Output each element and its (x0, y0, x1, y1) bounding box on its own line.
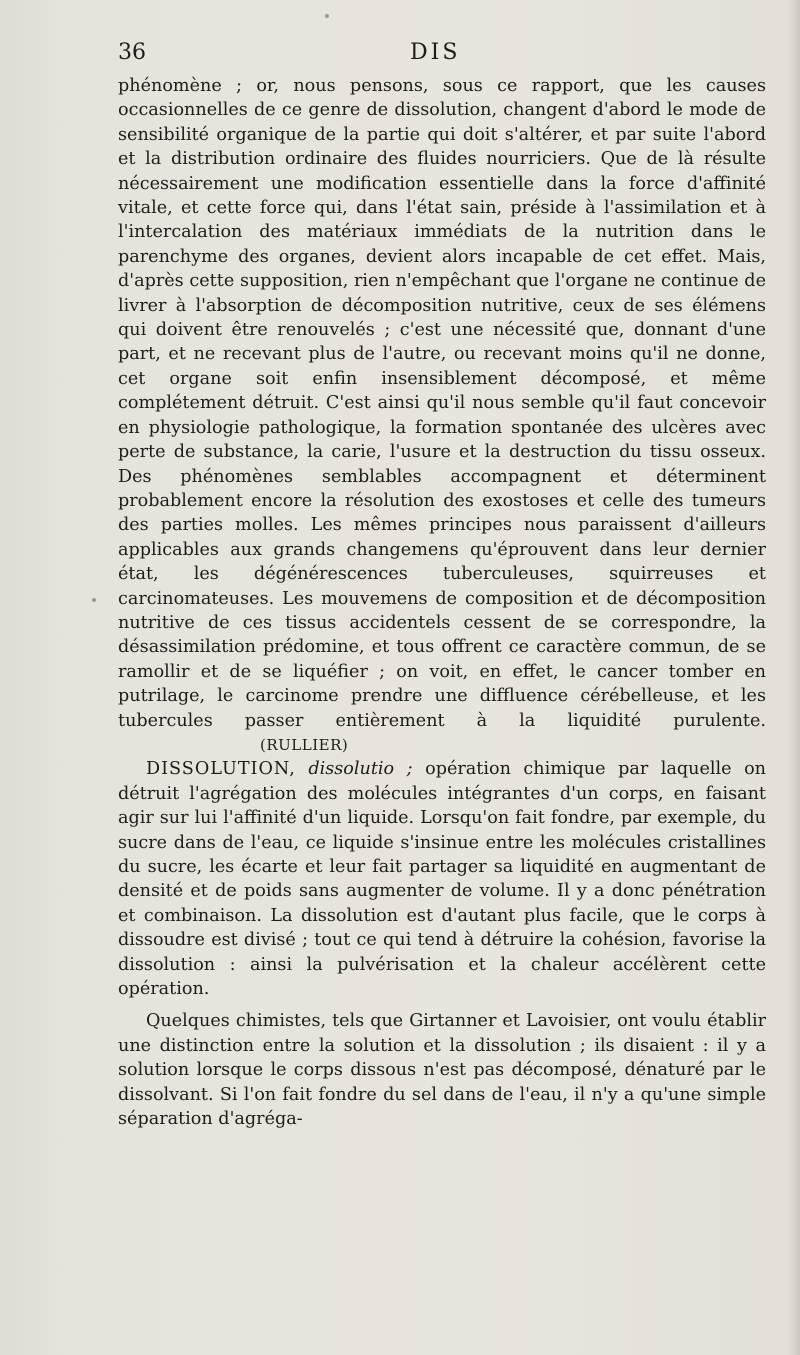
paragraph-1 (118, 74, 766, 757)
running-head: DIS (410, 40, 461, 65)
paragraph-1-text: phénomène ; or, nous pensons, sous ce rapport, que les causes occasionnelles de ce genre de dissolution, changent d'abord le mode de sensibilité organique de la partie qui doit s'altérer, et par suite l'abord et la distribution ordinaire des fluides nourriciers. Que de là résulte nécessairement une modification essentielle dans la force d'affinité vitale, et cette force qui, dans l'état sain, préside à l'assimilation et à l'intercalation des matériaux immédiats de la nutrition dans le parenchyme des organes, devient alors incapable de cet effet. Mais, d'après cette supposition, rien n'empêchant que l'organe ne continue de livrer à l'absorption de décomposition nutritive, ceux de ses élémens qui doivent être renouvelés ; c'est une nécessité que, donnant d'une part, et ne recevant plus de l'autre, ou recevant moins qu'il ne donne, cet organe soit enfin insensiblement décomposé, et même complétement détruit. C'est ainsi qu'il nous semble qu'il faut concevoir en physiologie pathologique, la formation spontanée des ulcères avec perte de substance, la carie, l'usure et la destruction du tissu osseux. Des phénomènes semblables accompagnent et déterminent probablement encore la résolution des exostoses et celle des tumeurs des parties molles. Les mêmes principes nous paraissent d'ailleurs applicables aux grands changemens qu'éprouvent dans leur dernier état, les dégénérescences tuberculeuses, squirreuses et carcinomateuses. Les mouvemens de composition et de décomposition nutritive de ces tissus accidentels cessent de se correspondre, la désassimilation prédomine, et tous offrent ce caractère commun, de se ramollir et de se liquéfier ; on voit, en effet, le cancer tomber en putrilage, le carcinome prendre une diffluence cérébelleuse, et les tubercules passer entièrement à la liquidité purulente. (118, 76, 766, 731)
author-signature: (RULLIER) (260, 735, 349, 754)
page-header (118, 40, 763, 70)
paragraph-3: Quelques chimistes, tels que Girtanner et Lavoisier, ont voulu établir une distinction entre la solution et la dissolution ; ils disaient : il y a solution lorsque le corps dissous n'est pas décomposé, dénaturé par le dissolvant. Si l'on fait fondre du sel dans de l'eau, il n'y a qu'une simple séparation d'agréga- (118, 1011, 766, 1130)
entry-latin-term: dissolutio ; (308, 759, 413, 780)
entry-definition: opération chimique par laquelle on détruit l'agrégation des molécules intégrantes d'un corps, en faisant agir sur lui l'affinité d'un liquide. Lorsqu'on fait fondre, par exemple, du sucre dans de l'eau, ce liquide s'insinue entre les molécules cristallines du sucre, les écarte et leur fait partager sa liquidité en augmentant de densité et de poids sans augmenter de volume. Il y a donc pénétration et combinaison. La dissolution est d'autant plus facile, que le corps à dissoudre est divisé ; tout ce qui tend à détruire la cohésion, favorise la dissolution : ainsi la pulvérisation et la chaleur accélèrent cette opération. (118, 759, 766, 1000)
ink-speck (92, 598, 96, 602)
body-text (118, 74, 766, 1131)
ink-speck (325, 14, 329, 18)
binding-gutter-shadow (788, 0, 800, 1355)
entry-headword: DISSOLUTION, (146, 759, 296, 780)
entry-dissolution (118, 757, 766, 1001)
page-number: 36 (118, 40, 146, 65)
